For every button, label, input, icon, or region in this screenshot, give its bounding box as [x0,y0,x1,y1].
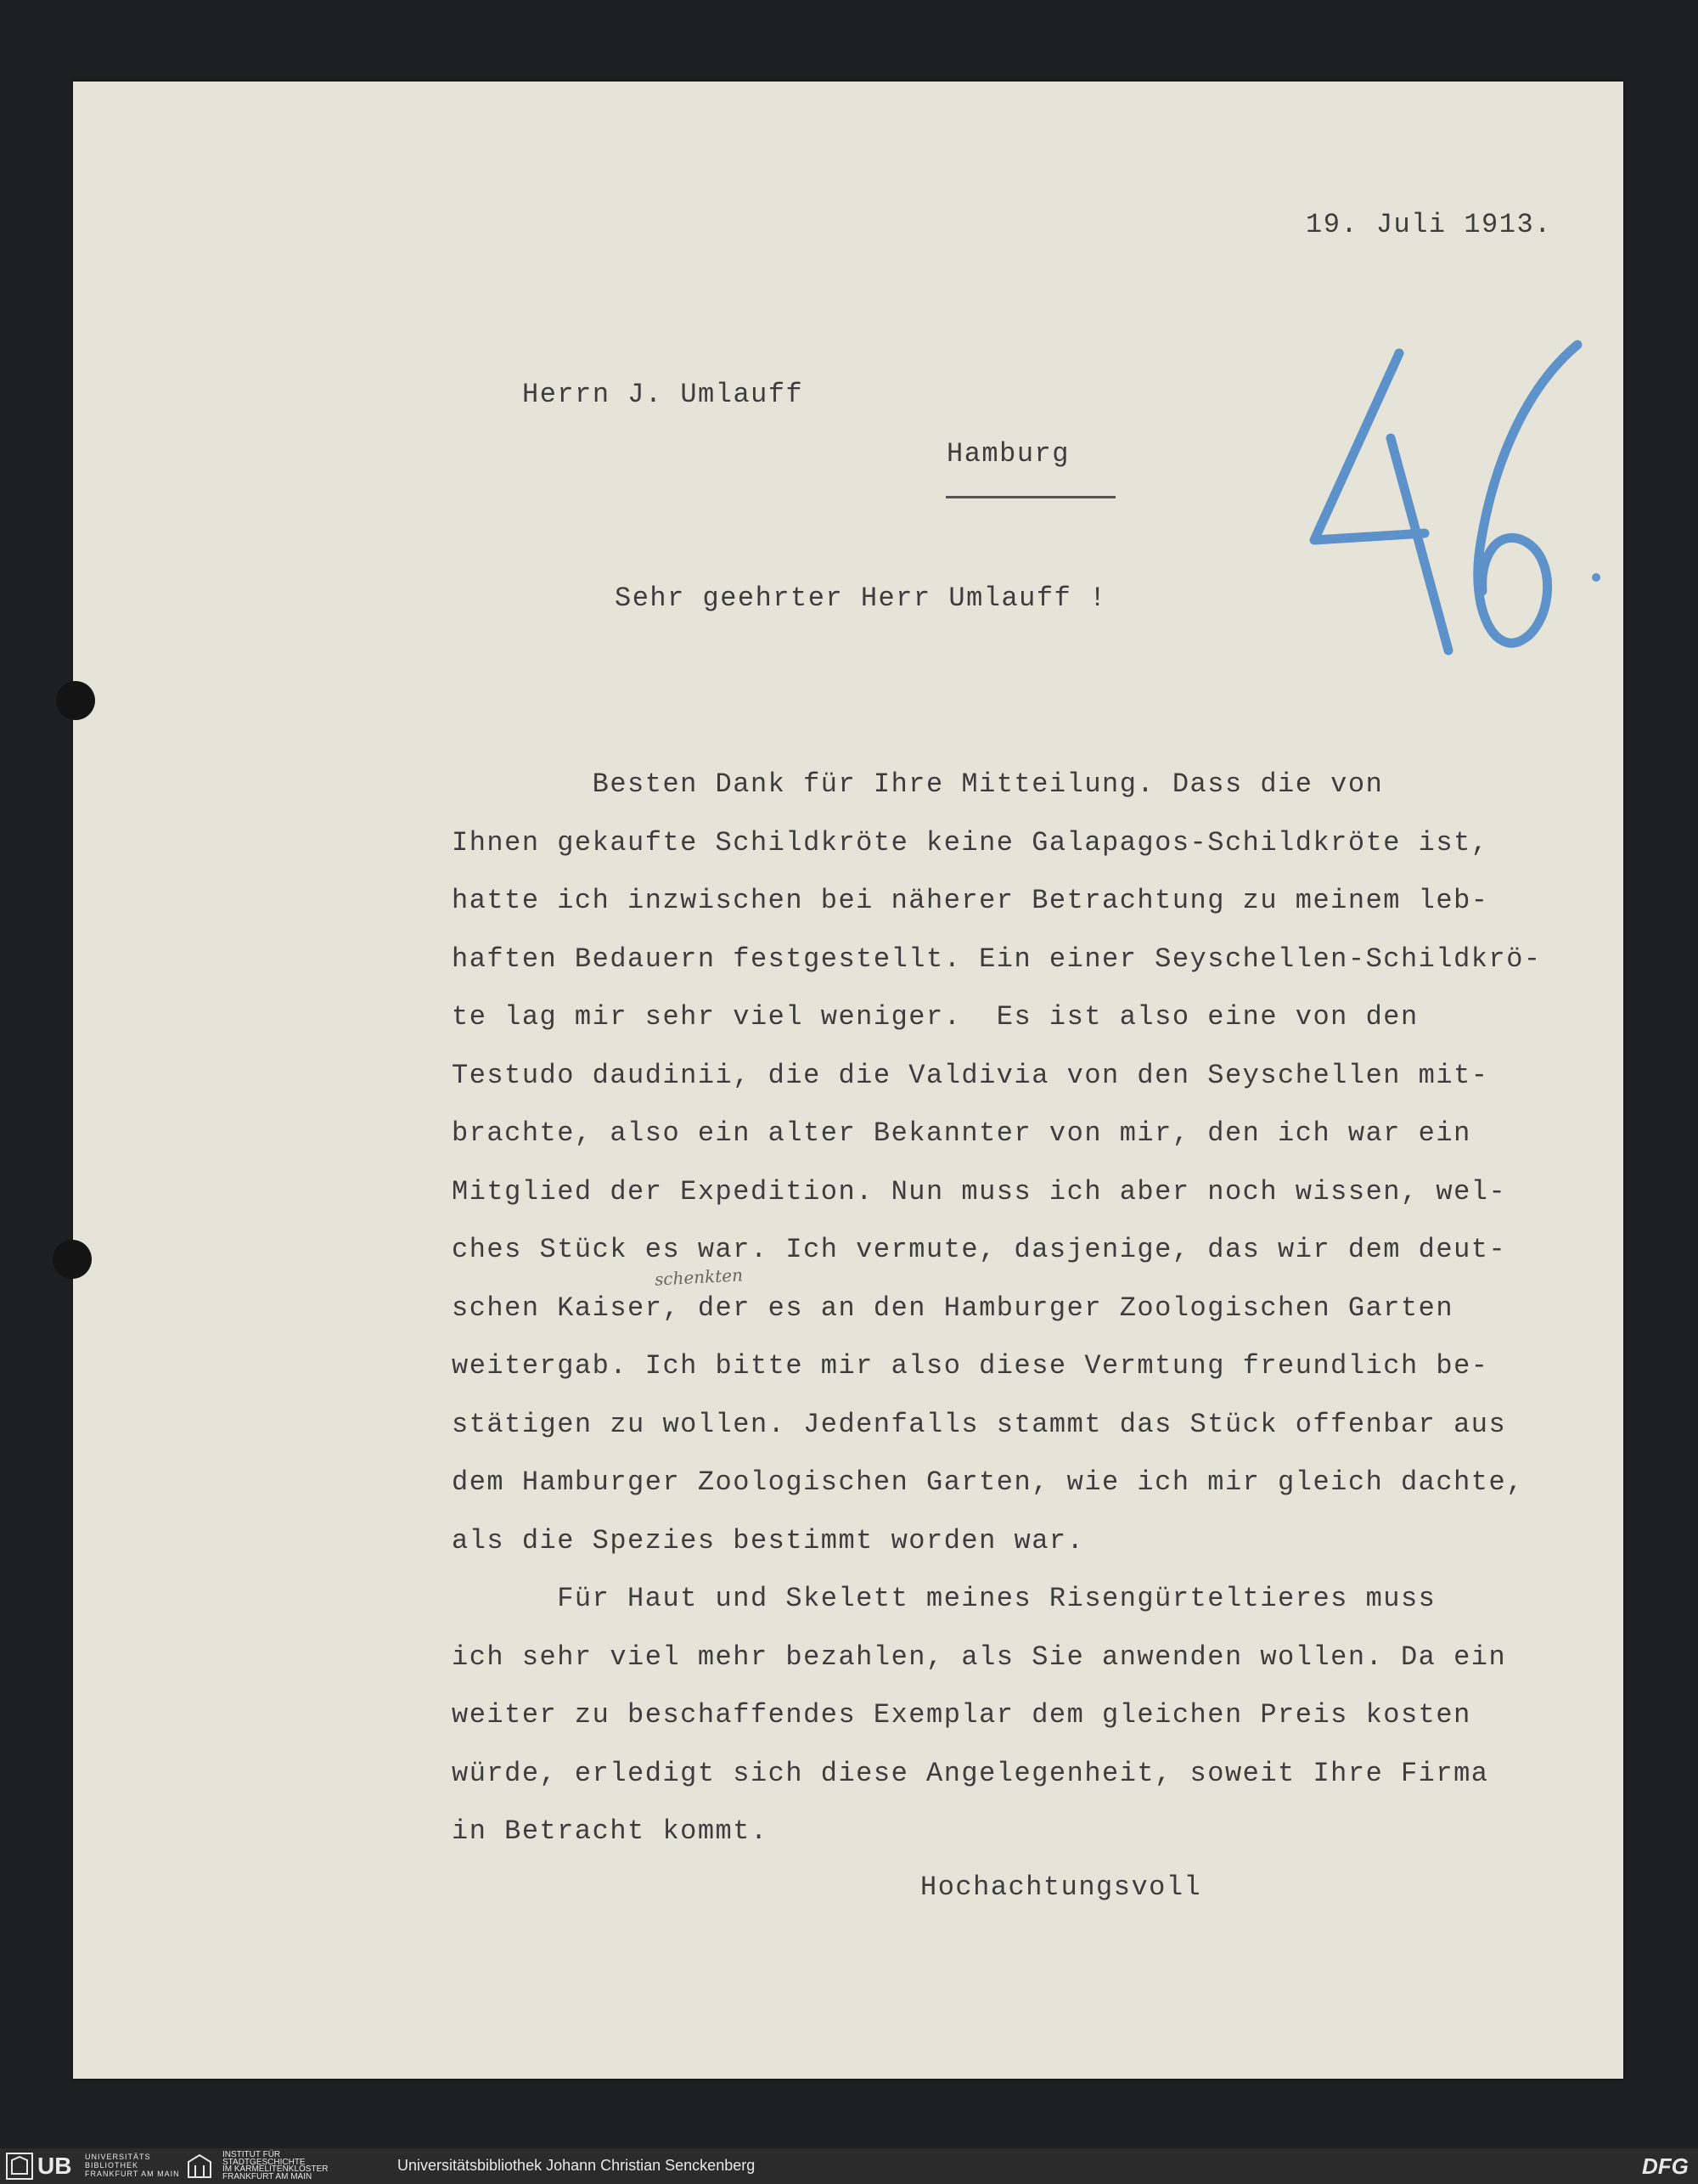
ub-logo: UB [37,2153,72,2179]
body-line: in Betracht kommt. [452,1815,768,1847]
body-line: als die Spezies bestimmt worden war. [452,1524,1085,1556]
body-line: haften Bedauern festgestellt. Ein einer Seyschellen-Schildkrö- [452,943,1542,975]
body-line: Ihnen gekaufte Schildkröte keine Galapagos-Schildkröte ist, [452,826,1489,858]
institute-subtitle: INSTITUT FÜR STADTGESCHICHTE IM KARMELITENKLOSTER FRANKFURT AM MAIN [222,2150,329,2181]
body-line: ches Stück es war. Ich vermute, dasjenige, das wir dem deut- [452,1234,1507,1265]
ub-subtitle: UNIVERSITÄTS BIBLIOTHEK FRANKFURT AM MAIN [85,2153,180,2178]
handwritten-note: schenkten [654,1264,744,1290]
recipient-city: Hamburg [947,438,1070,470]
ub-emblem-icon [5,2152,34,2181]
archive-number-46 [1297,336,1603,676]
punch-hole [56,681,95,720]
body-line: hatte ich inzwischen bei näherer Betrachtung zu meinem leb- [452,885,1489,916]
library-name: Universitätsbibliothek Johann Christian Senckenberg [397,2157,756,2174]
dfg-logo: DFG [1642,2153,1689,2179]
body-line: weiter zu beschaffendes Exemplar dem gleichen Preis kosten [452,1699,1471,1731]
body-line: brachte, also ein alter Bekannter von mir, den ich war ein [452,1117,1471,1149]
recipient-name: Herrn J. Umlauff [522,379,804,410]
body-line: te lag mir sehr viel weniger. Es ist also eine von den [452,1001,1419,1033]
body-line: Besten Dank für Ihre Mitteilung. Dass die von [452,768,1384,800]
punch-hole [53,1240,92,1279]
body-line: Für Haut und Skelett meines Risengürteltieres muss [452,1583,1437,1614]
body-line: ich sehr viel mehr bezahlen, als Sie anwenden wollen. Da ein [452,1641,1507,1673]
body-line: stätigen zu wollen. Jedenfalls stammt das Stück offenbar aus [452,1408,1507,1440]
body-line: schen Kaiser, der es an den Hamburger Zoologischen Garten [452,1292,1454,1324]
letter-page [73,82,1623,2079]
salutation: Sehr geehrter Herr Umlauff ! [615,583,1107,614]
body-line: Mitglied der Expedition. Nun muss ich aber noch wissen, wel- [452,1175,1507,1207]
letter-date: 19. Juli 1913. [1306,209,1552,240]
body-line: dem Hamburger Zoologischen Garten, wie ich mir gleich dachte, [452,1466,1524,1498]
institute-emblem-icon [185,2152,214,2181]
letter-body [452,756,1640,1861]
body-line: würde, erledigt sich diese Angelegenheit, soweit Ihre Firma [452,1757,1489,1789]
closing: Hochachtungsvoll [920,1872,1202,1903]
body-line: weitergab. Ich bitte mir also diese Vermtung freundlich be- [452,1350,1489,1382]
body-line: Testudo daudinii, die die Valdivia von den Seyschellen mit- [452,1059,1489,1091]
city-underline [946,496,1116,498]
footer-bar [0,2148,1698,2184]
